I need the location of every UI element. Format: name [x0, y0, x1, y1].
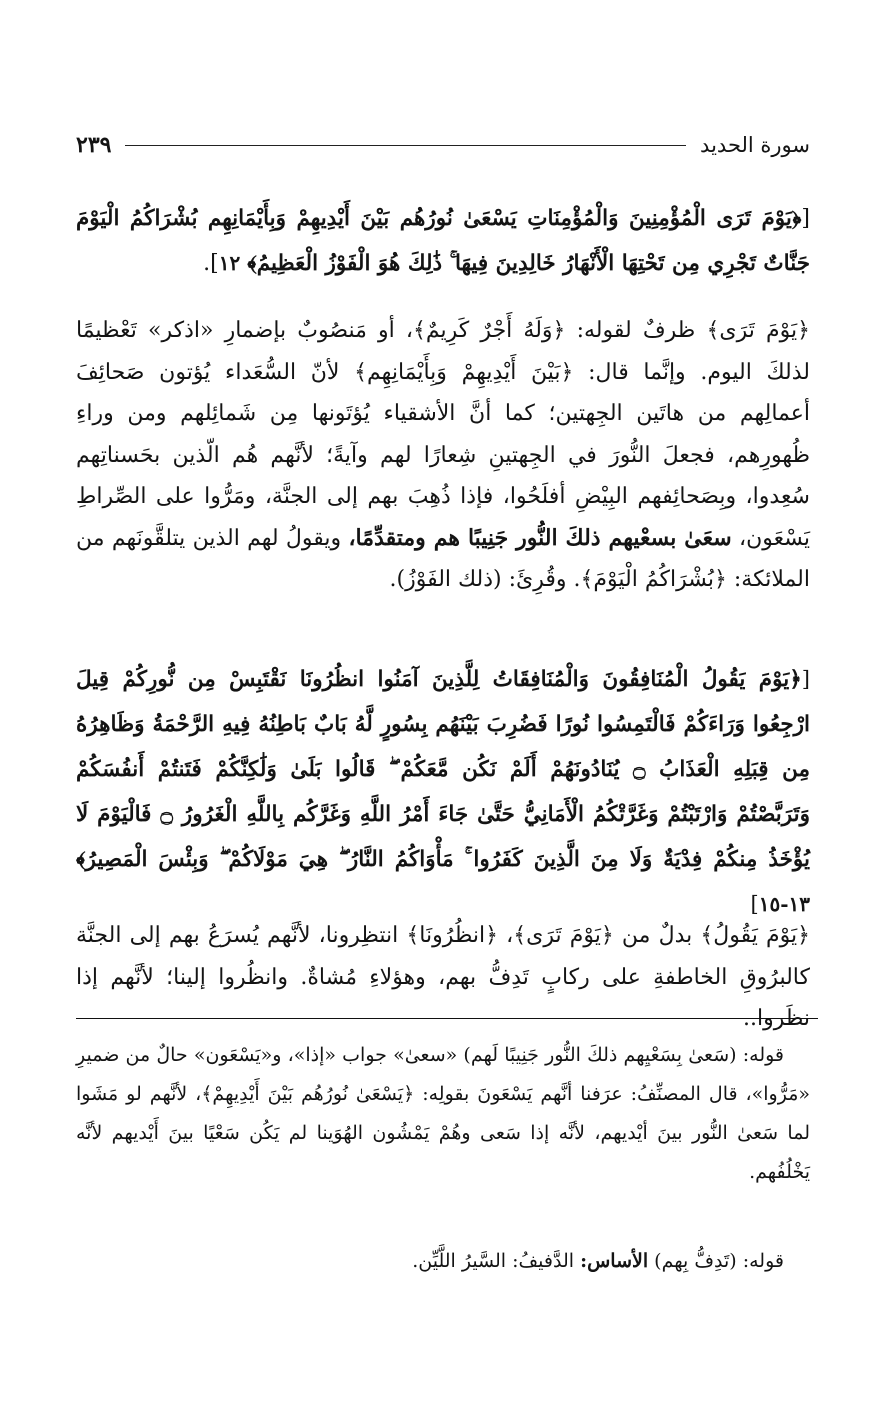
footnote-2-text: الدَّفيفُ: السَّيرُ اللَّيِّن. — [412, 1250, 575, 1272]
verse-block-13-15: [﴿يَوْمَ يَقُولُ الْمُنَافِقُونَ وَالْمُنَافِقَاتُ لِلَّذِينَ آمَنُوا انظُرُونَا نَقْتَبِسْ مِن نُّورِكُمْ قِيلَ ارْجِعُوا وَرَاءَكُمْ فَالْتَمِسُوا نُورًا فَضُرِبَ بَيْنَهُم بِسُورٍ لَّهُ بَابٌ بَاطِنُهُ فِيهِ الرَّحْمَةُ وَظَاهِرُهُ مِن قِبَلِهِ الْعَذَابُ ۝ يُنَادُونَهُمْ أَلَمْ نَكُن مَّعَكُمْ ۖ قَالُوا بَلَىٰ وَلَٰكِنَّكُمْ فَتَنتُمْ أَنفُسَكُمْ وَتَرَبَّصْتُمْ وَارْتَبْتُمْ وَغَرَّتْكُمُ الْأَمَانِيُّ حَتَّىٰ جَاءَ أَمْرُ اللَّهِ وَغَرَّكُم بِاللَّهِ الْغَرُورُ ۝ فَالْيَوْمَ لَا يُؤْخَذُ مِنكُمْ فِدْيَةٌ وَلَا مِنَ الَّذِينَ كَفَرُوا ۚ مَأْوَاكُمُ النَّارُ ۖ هِيَ مَوْلَاكُمْ ۖ وَبِئْسَ الْمَصِيرُ﴾ ١٣-١٥] — [76, 667, 810, 916]
header-rule — [125, 145, 686, 146]
verse-ref: ١٢ — [218, 251, 241, 275]
surah-title: سورة الحديد — [700, 133, 810, 157]
commentary-paragraph-2: ﴿يَوْمَ يَقُولُ﴾ بدلٌ من ﴿يَوْمَ تَرَى﴾، ﴿انظُرُونَا﴾ انتظِرونا، لأنَّهم يُسرَعُ بهم إلى الجنَّة كالبرُوقِ الخاطفةِ على ركابٍ تَدِفُّ بهم، وهؤلاءِ مُشاةٌ. وانظُروا إلينا؛ لأنَّهم إذا نظَروا.. — [76, 923, 810, 1031]
commentary-text-1a: ﴿يَوْمَ تَرَى﴾ ظرفٌ لقوله: ﴿وَلَهُ أَجْرٌ كَرِيمٌ﴾، أو مَنصُوبٌ بإضمارِ «اذكر» تَعْظيمًا لذلكَ اليوم. وإنَّما قال: ﴿بَيْنَ أَيْدِيهِمْ وَبِأَيْمَانِهِم﴾ لأنّ السُّعَداء يُؤتون صَحائِفَ أعمالِهم من هاتَين الجِهتين؛ كما أنَّ الأشقياء يُؤتَونها مِن شَمائِلهم ومن وراءِ ظُهورِهم، فجعلَ النُّورَ في الجِهتينِ شِعارًا لهم وآيةً؛ لأنَّهم هُم الّذين بحَسناتِهم سُعِدوا، وبِصَحائِفهم البِيْضِ أفلَحُوا، فإذا ذُهِبَ بهم إلى الجنَّة، ومَرُّوا على الصِّراطِ يَسْعَون، — [76, 318, 810, 551]
footnote-1: قوله: (سَعىٰ بِسَعْيِهم ذلكَ النُّور جَنِيبًا لَهم) «سعىٰ» جواب «إذا»، و«يَسْعَون» حالٌ من ضميرِ «مَرُّوا»، قال المصنِّفُ: عرَفنا أنَّهم يَسْعَونَ بقولِه: ﴿يَسْعَىٰ نُورُهُم بَيْنَ أَيْدِيهِمْ﴾، لأنَّهم لو مَشَوا لما سَعىٰ النُّور بينَ أيْديهم، لأنَّه إذا سَعى وهُمْ يَمْشُون الهُوَينا لم يَكُن سَعْيًا بينَ أَيْديهم لأنَّه يَخْلُفُهم. — [76, 1044, 810, 1183]
footnote-divider — [76, 1018, 818, 1019]
footnote-2-source: الأساس: — [580, 1250, 649, 1272]
verse-block-12: [﴿يَوْمَ تَرَى الْمُؤْمِنِينَ وَالْمُؤْمِنَاتِ يَسْعَىٰ نُورُهُم بَيْنَ أَيْدِيهِمْ وَبِأَيْمَانِهِم بُشْرَاكُمُ الْيَوْمَ جَنَّاتٌ تَجْرِي مِن تَحْتِهَا الْأَنْهَارُ خَالِدِينَ فِيهَا ۚ ذَٰلِكَ هُوَ الْفَوْزُ الْعَظِيمُ﴾ ١٢]. — [76, 206, 810, 276]
verse-text: ﴿يَوْمَ تَرَى الْمُؤْمِنِينَ وَالْمُؤْمِنَاتِ يَسْعَىٰ نُورُهُم بَيْنَ أَيْدِيهِمْ وَبِأَيْمَانِهِم بُشْرَاكُمُ الْيَوْمَ جَنَّاتٌ تَجْرِي مِن تَحْتِهَا الْأَنْهَارُ خَالِدِينَ فِيهَا ۚ ذَٰلِكَ هُوَ الْفَوْزُ الْعَظِيمُ﴾ — [76, 206, 810, 276]
commentary-paragraph-1 — [76, 310, 810, 601]
page-number: ٢٣٩ — [76, 132, 112, 158]
verse-ref: ١٣-١٥ — [758, 892, 810, 916]
page-header — [76, 128, 810, 162]
commentary-bold-phrase: سعَىٰ بسعْيهم ذلكَ النُّور جَنِيبًا هم ومتقدِّمًا، — [348, 524, 732, 551]
footnote-2 — [76, 1242, 810, 1281]
commentary-text-1b: ويقولُ لهم الذين يتلقَّونَهم من الملائكة: ﴿بُشْرَاكُمُ الْيَوْمَ﴾. وقُرِئَ: (ذلك الفَوْزُ). — [76, 525, 810, 592]
verse-text: ﴿يَوْمَ يَقُولُ الْمُنَافِقُونَ وَالْمُنَافِقَاتُ لِلَّذِينَ آمَنُوا انظُرُونَا نَقْتَبِسْ مِن نُّورِكُمْ قِيلَ ارْجِعُوا وَرَاءَكُمْ فَالْتَمِسُوا نُورًا فَضُرِبَ بَيْنَهُم بِسُورٍ لَّهُ بَابٌ بَاطِنُهُ فِيهِ الرَّحْمَةُ وَظَاهِرُهُ مِن قِبَلِهِ الْعَذَابُ ۝ يُنَادُونَهُمْ أَلَمْ نَكُن مَّعَكُمْ ۖ قَالُوا بَلَىٰ وَلَٰكِنَّكُمْ فَتَنتُمْ أَنفُسَكُمْ وَتَرَبَّصْتُمْ وَارْتَبْتُمْ وَغَرَّتْكُمُ الْأَمَانِيُّ حَتَّىٰ جَاءَ أَمْرُ اللَّهِ وَغَرَّكُم بِاللَّهِ الْغَرُورُ ۝ فَالْيَوْمَ لَا يُؤْخَذُ مِنكُمْ فِدْيَةٌ وَلَا مِنَ الَّذِينَ كَفَرُوا ۚ مَأْوَاكُمُ النَّارُ ۖ هِيَ مَوْلَاكُمْ ۖ وَبِئْسَ الْمَصِيرُ﴾ — [76, 667, 810, 872]
footnote-2-intro: قوله: (تَدِفُّ بِهم) — [654, 1250, 784, 1272]
